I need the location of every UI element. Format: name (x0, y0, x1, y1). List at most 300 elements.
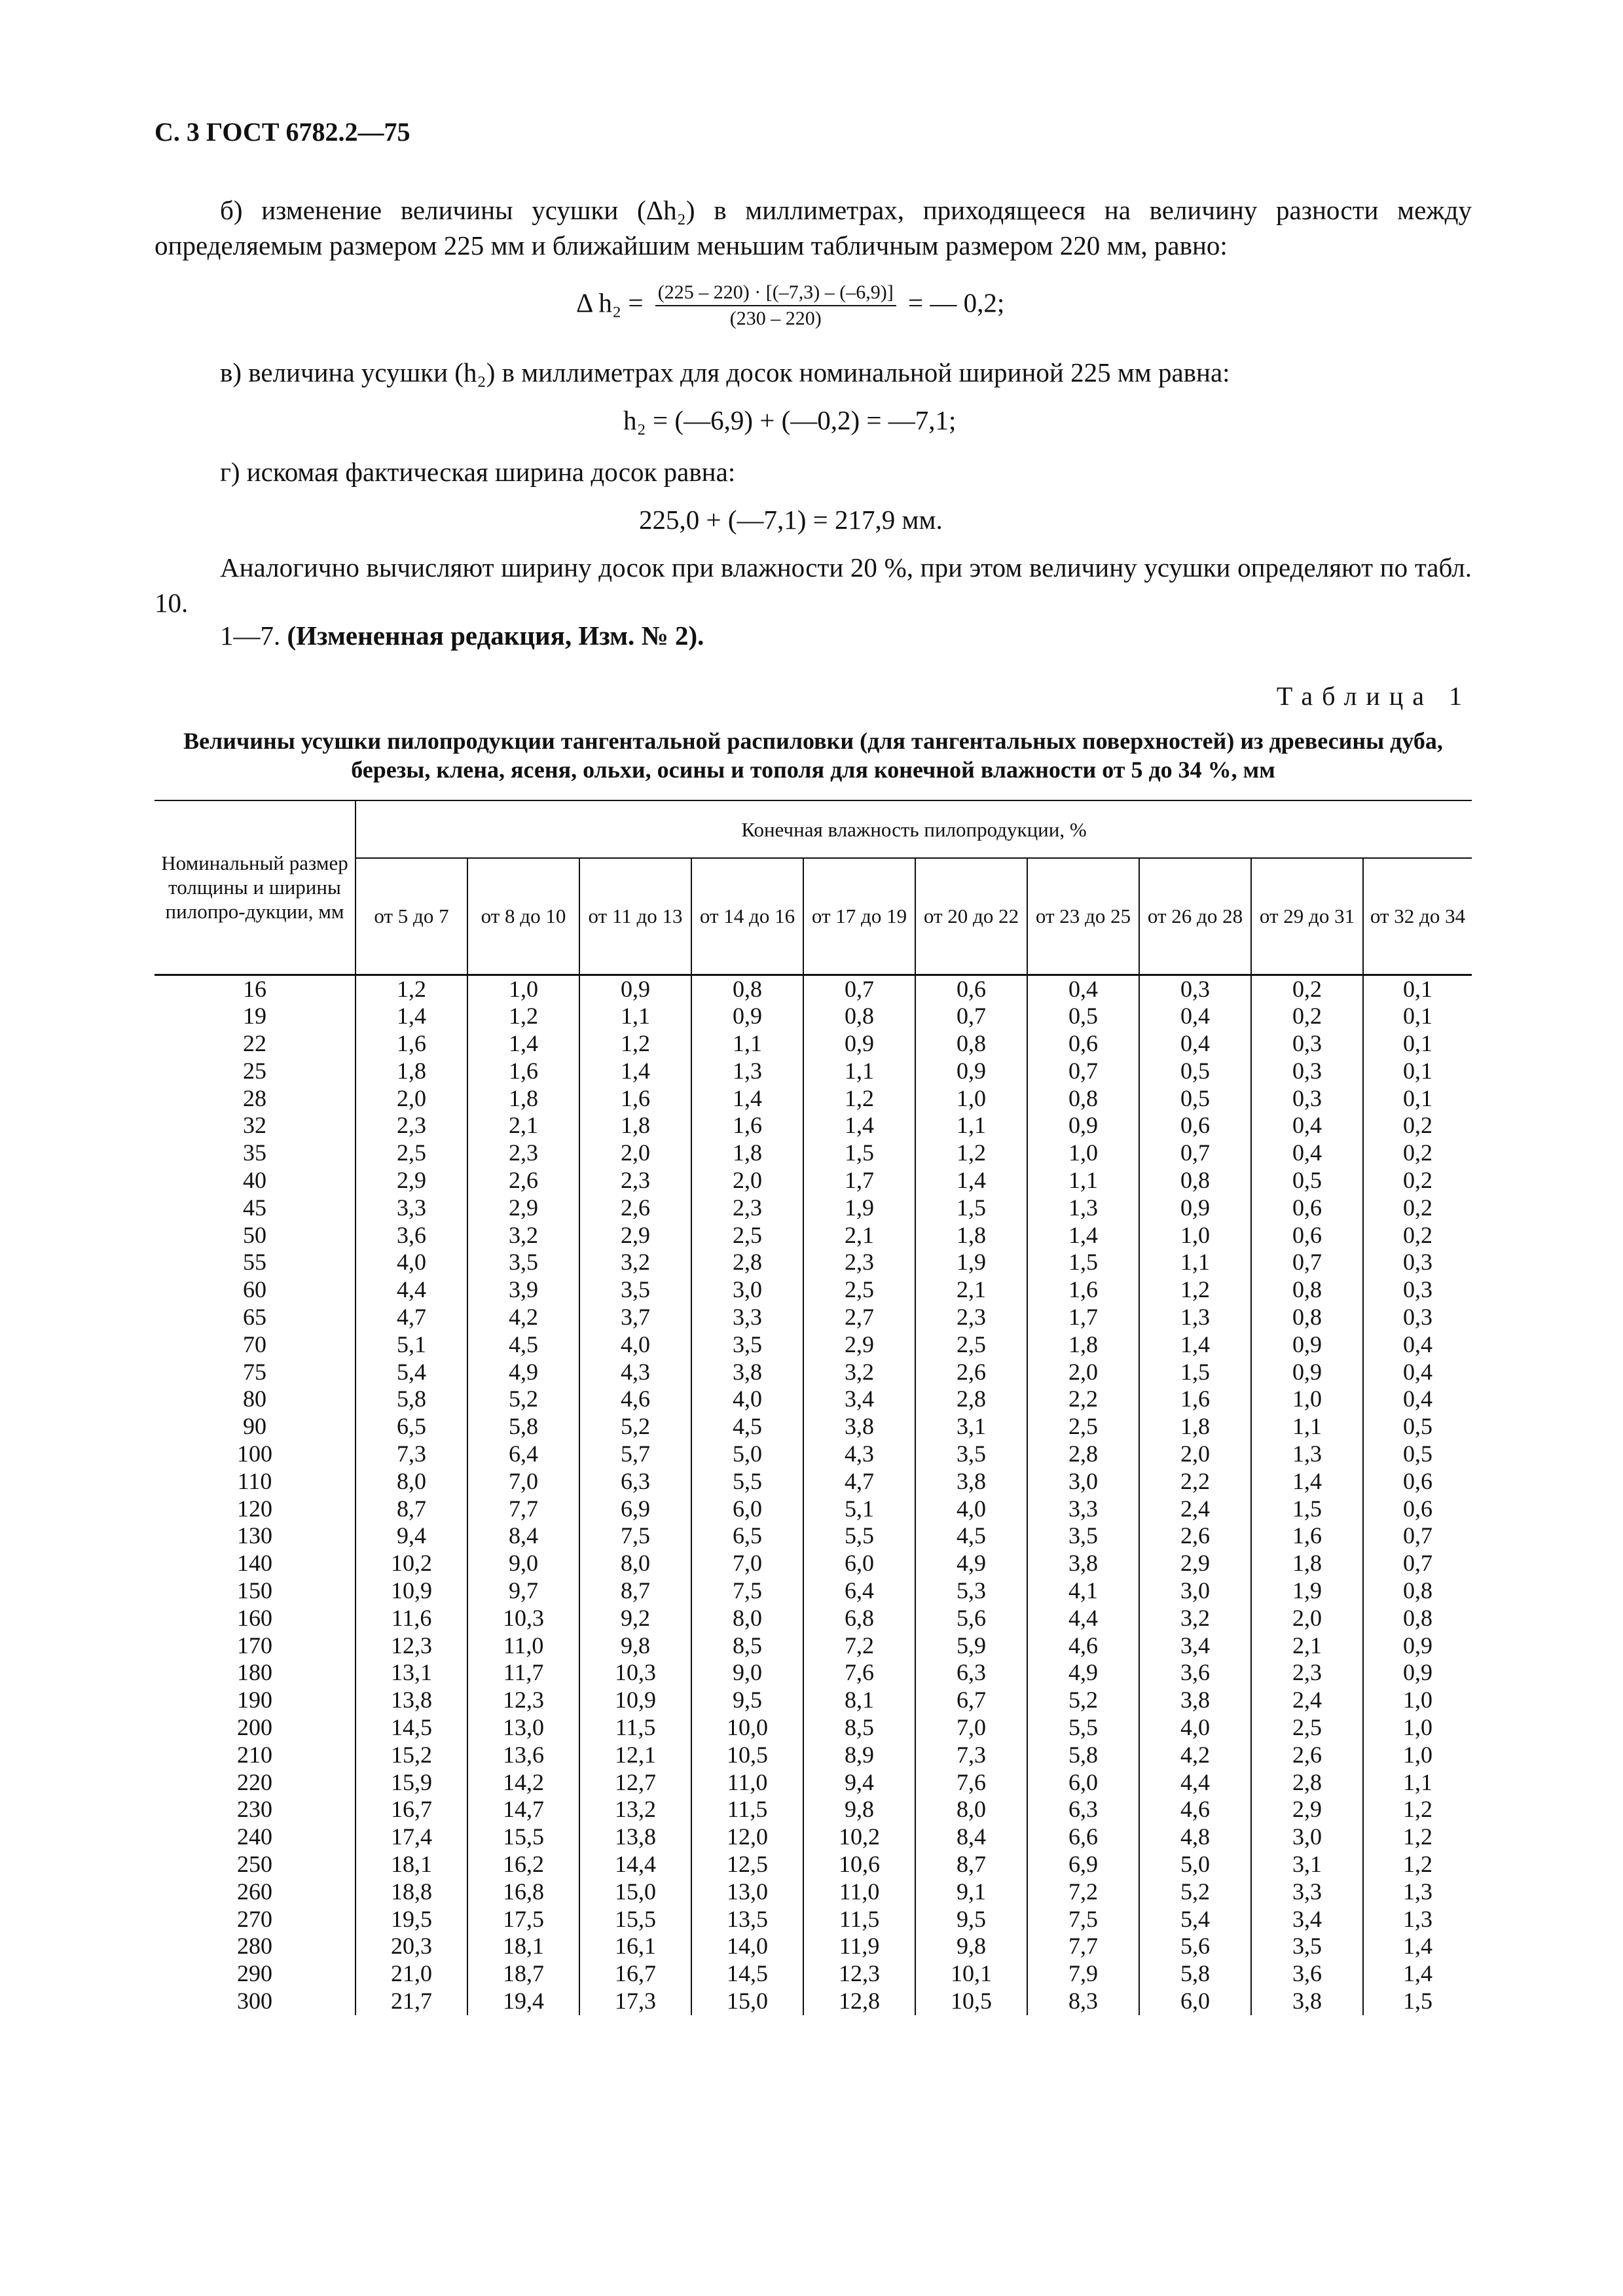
table-cell-value: 1,2 (1363, 1823, 1472, 1851)
table-cell-value: 0,6 (1027, 1030, 1139, 1058)
table-cell-value: 16,1 (579, 1933, 691, 1960)
table-cell-value: 4,1 (1027, 1577, 1139, 1605)
table-cell-value: 0,8 (1251, 1276, 1363, 1304)
table-cell-value: 2,9 (579, 1222, 691, 1249)
table-cell-value: 0,4 (1363, 1386, 1472, 1413)
table-cell-value: 14,4 (579, 1851, 691, 1878)
table-cell-value: 1,5 (915, 1194, 1027, 1222)
table-cell-value: 11,0 (803, 1878, 915, 1906)
table-cell-value: 6,7 (915, 1687, 1027, 1714)
table-cell-size: 19 (243, 1003, 266, 1030)
table-cell-value: 12,3 (803, 1960, 915, 1988)
table-row (155, 1386, 1472, 1413)
table-cell-value: 0,3 (1251, 1030, 1363, 1058)
table-cell-value: 0,8 (1363, 1577, 1472, 1605)
table-column-header: от 8 до 10 (467, 858, 579, 975)
table-cell-value: 3,4 (1251, 1906, 1363, 1933)
table-cell-size: 35 (243, 1139, 266, 1166)
table-cell-size: 80 (243, 1386, 266, 1412)
table-cell-value: 1,2 (803, 1085, 915, 1113)
table-cell-value: 4,0 (356, 1249, 467, 1276)
table-cell-value: 2,8 (1251, 1769, 1363, 1797)
table-cell-value: 10,0 (691, 1714, 803, 1742)
table-cell-value: 1,5 (803, 1139, 915, 1167)
table-cell-value: 7,9 (1027, 1960, 1139, 1988)
table-cell-value: 0,8 (1363, 1605, 1472, 1632)
table-cell-value: 1,8 (1027, 1331, 1139, 1359)
table-cell-value: 4,2 (467, 1304, 579, 1331)
paragraph-g: г) искомая фактическая ширина досок равна: (220, 457, 736, 487)
table-cell-value: 2,3 (915, 1304, 1027, 1331)
table-cell-value: 5,0 (1139, 1851, 1251, 1878)
table-cell-value: 17,3 (579, 1988, 691, 2015)
table-cell-value: 5,2 (579, 1413, 691, 1441)
table-cell-size: 60 (243, 1276, 266, 1303)
table-cell-value: 5,1 (803, 1496, 915, 1523)
table-cell-value: 0,2 (1363, 1139, 1472, 1167)
table-cell-value: 2,3 (467, 1139, 579, 1167)
table-cell-value: 13,0 (691, 1878, 803, 1906)
table-header-moisture: Конечная влажность пилопродукции, % (356, 800, 1472, 858)
table-cell-value: 3,0 (1251, 1823, 1363, 1851)
table-cell-value: 1,2 (1139, 1276, 1251, 1304)
table-row (155, 1112, 1472, 1139)
table-cell-value: 9,1 (915, 1878, 1027, 1906)
table-cell-value: 9,4 (803, 1769, 915, 1797)
table-cell-value: 5,1 (356, 1331, 467, 1359)
table-cell-value: 16,8 (467, 1878, 579, 1906)
table-cell-value: 1,8 (356, 1058, 467, 1085)
table-cell-value: 0,3 (1363, 1249, 1472, 1276)
table-cell-value: 1,3 (1251, 1441, 1363, 1468)
table-cell-value: 1,1 (915, 1112, 1027, 1139)
table-cell-value: 5,7 (579, 1441, 691, 1468)
table-cell-value: 2,3 (1251, 1659, 1363, 1687)
table-column-header: от 5 до 7 (356, 858, 467, 975)
table-cell-value: 1,2 (915, 1139, 1027, 1167)
table-cell-value: 2,3 (356, 1112, 467, 1139)
table-cell-value: 2,7 (803, 1304, 915, 1331)
table-cell-value: 8,1 (803, 1687, 915, 1714)
table-cell-value: 0,4 (1363, 1359, 1472, 1386)
table-cell-value: 11,6 (356, 1605, 467, 1632)
table-cell-value: 3,3 (691, 1304, 803, 1331)
table-row (155, 1413, 1472, 1441)
table-cell-value: 11,9 (803, 1933, 915, 1960)
table-cell-value: 0,5 (1363, 1441, 1472, 1468)
table-cell-value: 11,5 (691, 1796, 803, 1823)
table-cell-size: 180 (237, 1659, 272, 1686)
table-cell-size: 90 (243, 1413, 266, 1440)
table-cell-value: 0,1 (1363, 1030, 1472, 1058)
table-column-header: от 11 до 13 (579, 858, 691, 975)
table-cell-value: 4,6 (1139, 1796, 1251, 1823)
table-cell-value: 10,5 (691, 1742, 803, 1769)
table-row (155, 1659, 1472, 1687)
table-cell-value: 0,4 (1027, 975, 1139, 1003)
table-row (155, 1030, 1472, 1058)
table-row (155, 1139, 1472, 1167)
table-cell-value: 0,6 (915, 975, 1027, 1003)
table-cell-value: 13,2 (579, 1796, 691, 1823)
table-cell-value: 1,2 (1363, 1851, 1472, 1878)
table-cell-value: 3,7 (579, 1304, 691, 1331)
table-cell-value: 8,0 (579, 1550, 691, 1577)
table-cell-size: 32 (243, 1112, 266, 1139)
table-cell-value: 9,8 (803, 1796, 915, 1823)
table-cell-value: 0,7 (1027, 1058, 1139, 1085)
table-cell-value: 2,3 (691, 1194, 803, 1222)
table-cell-value: 1,1 (579, 1003, 691, 1030)
table-cell-value: 0,5 (1027, 1003, 1139, 1030)
table-cell-value: 4,5 (915, 1522, 1027, 1550)
table-cell-value: 2,9 (356, 1167, 467, 1194)
table-cell-value: 11,0 (467, 1632, 579, 1660)
table-cell-value: 9,8 (579, 1632, 691, 1660)
table-row (155, 1769, 1472, 1797)
table-cell-value: 4,5 (691, 1413, 803, 1441)
table-cell-value: 2,5 (915, 1331, 1027, 1359)
table-cell-value: 4,6 (1027, 1632, 1139, 1660)
table-cell-value: 0,8 (1027, 1085, 1139, 1113)
table-cell-value: 0,2 (1251, 975, 1363, 1003)
table-cell-value: 11,5 (579, 1714, 691, 1742)
table-title: Величины усушки пилопродукции тангентальной распиловки (для тангентальных поверхностей) из древесины дуба, березы, клена, ясеня, ольхи, осины и тополя для конечной влажности от 5 до 34 %, мм (183, 728, 1443, 783)
table-cell-value: 0,1 (1363, 1085, 1472, 1113)
table-cell-value: 1,9 (1251, 1577, 1363, 1605)
table-cell-value: 3,6 (1251, 1960, 1363, 1988)
table-cell-value: 3,2 (579, 1249, 691, 1276)
table-cell-value: 12,8 (803, 1988, 915, 2015)
table-cell-value: 0,2 (1363, 1222, 1472, 1249)
table-cell-value: 0,8 (1139, 1167, 1251, 1194)
table-cell-value: 10,2 (803, 1823, 915, 1851)
edit-note (155, 618, 1472, 653)
table-cell-value: 0,9 (1027, 1112, 1139, 1139)
paragraph-b: б) изменение величины усушки (Δh₂) в миллиметрах, приходящееся на величину разности между определяемым размером 225 мм и ближайшим меньшим табличным размером 220 мм, равно: (155, 195, 1472, 260)
table-cell-value: 1,3 (1027, 1194, 1139, 1222)
table-cell-value: 11,0 (691, 1769, 803, 1797)
table-cell-value: 13,1 (356, 1659, 467, 1687)
table-cell-value: 5,4 (1139, 1906, 1251, 1933)
table-cell-size: 120 (237, 1495, 272, 1522)
table-column-header: от 14 до 16 (691, 858, 803, 975)
table-cell-value: 3,4 (1139, 1632, 1251, 1660)
table-cell-value: 3,6 (1139, 1659, 1251, 1687)
table-cell-value: 0,6 (1363, 1496, 1472, 1523)
table-cell-value: 4,5 (467, 1331, 579, 1359)
edit-note-text: (Измененная редакция, Изм. № 2). (287, 620, 704, 651)
table-cell-value: 1,2 (579, 1030, 691, 1058)
table-cell-value: 2,9 (1251, 1796, 1363, 1823)
table-cell-value: 10,1 (915, 1960, 1027, 1988)
table-cell-value: 3,1 (915, 1413, 1027, 1441)
table-cell-value: 2,5 (803, 1276, 915, 1304)
table-cell-value: 8,4 (915, 1823, 1027, 1851)
table-cell-value: 13,6 (467, 1742, 579, 1769)
table-cell-value: 0,4 (1139, 1003, 1251, 1030)
table-cell-value: 0,4 (1251, 1112, 1363, 1139)
table-cell-value: 4,4 (1027, 1605, 1139, 1632)
table-cell-value: 8,9 (803, 1742, 915, 1769)
table-cell-value: 0,7 (1139, 1139, 1251, 1167)
table-cell-value: 8,5 (803, 1714, 915, 1742)
table-cell-value: 1,5 (1027, 1249, 1139, 1276)
table-cell-value: 10,3 (579, 1659, 691, 1687)
table-cell-value: 0,1 (1363, 1058, 1472, 1085)
table-row (155, 1496, 1472, 1523)
table-cell-value: 9,5 (915, 1906, 1027, 1933)
table-cell-value: 3,3 (356, 1194, 467, 1222)
table-cell-value: 10,5 (915, 1988, 1027, 2015)
table-cell-value: 1,7 (803, 1167, 915, 1194)
table-cell-value: 7,5 (579, 1522, 691, 1550)
table-cell-value: 1,1 (1027, 1167, 1139, 1194)
table-cell-value: 1,2 (467, 1003, 579, 1030)
table-row (155, 1304, 1472, 1331)
table-cell-value: 6,9 (1027, 1851, 1139, 1878)
table-cell-value: 4,9 (915, 1550, 1027, 1577)
table-row (155, 1714, 1472, 1742)
table-cell-value: 5,8 (1027, 1742, 1139, 1769)
table-cell-size: 250 (237, 1851, 272, 1877)
table-cell-value: 3,4 (803, 1386, 915, 1413)
table-cell-value: 3,0 (1139, 1577, 1251, 1605)
page-header: С. 3 ГОСТ 6782.2—75 (155, 117, 410, 147)
table-row (155, 1359, 1472, 1386)
table-row (155, 1468, 1472, 1496)
table-cell-value: 12,3 (356, 1632, 467, 1660)
table-cell-value: 0,2 (1363, 1112, 1472, 1139)
table-cell-value: 0,2 (1363, 1167, 1472, 1194)
table-cell-value: 6,8 (803, 1605, 915, 1632)
table-cell-value: 16,7 (356, 1796, 467, 1823)
table-cell-value: 4,2 (1139, 1742, 1251, 1769)
table-cell-value: 0,3 (1363, 1276, 1472, 1304)
table-cell-value: 1,1 (1139, 1249, 1251, 1276)
table-cell-value: 2,3 (803, 1249, 915, 1276)
table-cell-value: 8,7 (915, 1851, 1027, 1878)
table-column-header: от 29 до 31 (1251, 858, 1363, 975)
table-cell-value: 9,5 (691, 1687, 803, 1714)
table-cell-value: 8,0 (356, 1468, 467, 1496)
table-cell-size: 50 (243, 1221, 266, 1248)
table-cell-value: 1,8 (579, 1112, 691, 1139)
table-cell-value: 2,3 (579, 1167, 691, 1194)
table-cell-value: 7,7 (1027, 1933, 1139, 1960)
table-cell-value: 7,7 (467, 1496, 579, 1523)
table-cell-value: 6,3 (1027, 1796, 1139, 1823)
table-cell-value: 11,5 (803, 1906, 915, 1933)
table-cell-size: 45 (243, 1194, 266, 1221)
table-cell-value: 3,8 (803, 1413, 915, 1441)
table-cell-value: 17,5 (467, 1906, 579, 1933)
table-cell-size: 16 (243, 975, 266, 1002)
table-cell-value: 6,3 (579, 1468, 691, 1496)
table-cell-value: 0,7 (1363, 1550, 1472, 1577)
table-cell-value: 3,0 (691, 1276, 803, 1304)
table-row (155, 1522, 1472, 1550)
table-cell-value: 4,3 (579, 1359, 691, 1386)
table-cell-size: 75 (243, 1358, 266, 1385)
table-cell-value: 2,4 (1139, 1496, 1251, 1523)
table-cell-value: 15,5 (467, 1823, 579, 1851)
table-cell-value: 2,6 (1139, 1522, 1251, 1550)
table-cell-value: 7,5 (1027, 1906, 1139, 1933)
table-cell-value: 12,5 (691, 1851, 803, 1878)
table-cell-value: 4,8 (1139, 1823, 1251, 1851)
table-cell-value: 3,5 (915, 1441, 1027, 1468)
table-header-size: Номинальный размер толщины и ширины пилопро-дукции, мм (155, 800, 356, 975)
table-cell-value: 1,5 (1139, 1359, 1251, 1386)
shrinkage-table (155, 800, 1472, 2015)
table-row (155, 1960, 1472, 1988)
table-cell-value: 4,4 (356, 1276, 467, 1304)
table-cell-value: 1,4 (1251, 1468, 1363, 1496)
table-cell-value: 1,1 (691, 1030, 803, 1058)
table-cell-value: 0,6 (1251, 1222, 1363, 1249)
table-cell-value: 0,5 (1251, 1167, 1363, 1194)
table-cell-value: 8,7 (356, 1496, 467, 1523)
table-cell-value: 21,0 (356, 1960, 467, 1988)
table-cell-value: 0,4 (1139, 1030, 1251, 1058)
table-cell-value: 0,1 (1363, 975, 1472, 1003)
table-cell-value: 14,2 (467, 1769, 579, 1797)
table-cell-value: 0,2 (1251, 1003, 1363, 1030)
table-cell-value: 5,0 (691, 1441, 803, 1468)
table-cell-value: 6,6 (1027, 1823, 1139, 1851)
table-cell-value: 3,8 (691, 1359, 803, 1386)
table-cell-value: 4,9 (1027, 1659, 1139, 1687)
table-cell-value: 3,8 (1251, 1988, 1363, 2015)
table-cell-value: 1,4 (1363, 1960, 1472, 1988)
table-row (155, 975, 1472, 1003)
table-cell-value: 9,7 (467, 1577, 579, 1605)
table-cell-value: 16,2 (467, 1851, 579, 1878)
table-cell-value: 3,8 (1027, 1550, 1139, 1577)
table-cell-size: 290 (237, 1960, 272, 1987)
table-cell-value: 10,9 (356, 1577, 467, 1605)
table-cell-size: 40 (243, 1167, 266, 1194)
table-cell-size: 260 (237, 1878, 272, 1905)
table-cell-value: 1,0 (1139, 1222, 1251, 1249)
table-cell-value: 3,5 (1251, 1933, 1363, 1960)
table-cell-value: 1,0 (1363, 1714, 1472, 1742)
table-cell-value: 7,5 (691, 1577, 803, 1605)
table-cell-value: 8,0 (915, 1796, 1027, 1823)
table-cell-value: 3,8 (1139, 1687, 1251, 1714)
table-cell-value: 5,2 (467, 1386, 579, 1413)
table-row (155, 1906, 1472, 1933)
table-cell-value: 10,9 (579, 1687, 691, 1714)
table-cell-value: 0,8 (1251, 1304, 1363, 1331)
table-cell-value: 5,4 (356, 1359, 467, 1386)
table-cell-value: 4,4 (1139, 1769, 1251, 1797)
table-cell-value: 0,9 (579, 975, 691, 1003)
table-cell-value: 7,3 (915, 1742, 1027, 1769)
table-cell-value: 3,5 (691, 1331, 803, 1359)
table-cell-value: 4,0 (915, 1496, 1027, 1523)
table-cell-value: 10,3 (467, 1605, 579, 1632)
table-cell-value: 2,8 (1027, 1441, 1139, 1468)
table-cell-value: 3,2 (467, 1222, 579, 1249)
table-cell-value: 0,4 (1251, 1139, 1363, 1167)
table-cell-value: 1,6 (356, 1030, 467, 1058)
table-cell-value: 15,9 (356, 1769, 467, 1797)
table-column-header: от 17 до 19 (803, 858, 915, 975)
table-row (155, 1331, 1472, 1359)
table-cell-value: 5,9 (915, 1632, 1027, 1660)
table-cell-value: 21,7 (356, 1988, 467, 2015)
table-cell-value: 2,0 (1139, 1441, 1251, 1468)
table-cell-value: 9,0 (467, 1550, 579, 1577)
table-cell-value: 7,6 (915, 1769, 1027, 1797)
table-cell-value: 5,5 (803, 1522, 915, 1550)
table-cell-value: 14,7 (467, 1796, 579, 1823)
table-cell-value: 7,3 (356, 1441, 467, 1468)
table-cell-value: 5,5 (691, 1468, 803, 1496)
table-cell-value: 5,6 (915, 1605, 1027, 1632)
table-cell-value: 7,0 (691, 1550, 803, 1577)
table-cell-value: 20,3 (356, 1933, 467, 1960)
table-cell-value: 2,0 (1251, 1605, 1363, 1632)
table-cell-value: 0,9 (803, 1030, 915, 1058)
table-cell-size: 230 (237, 1796, 272, 1823)
table-cell-value: 1,0 (1363, 1687, 1472, 1714)
table-cell-value: 13,5 (691, 1906, 803, 1933)
table-cell-value: 2,5 (691, 1222, 803, 1249)
table-cell-size: 65 (243, 1304, 266, 1331)
table-cell-value: 2,5 (1251, 1714, 1363, 1742)
table-cell-value: 6,5 (691, 1522, 803, 1550)
table-cell-value: 1,6 (1139, 1386, 1251, 1413)
table-cell-value: 3,1 (1251, 1851, 1363, 1878)
table-cell-value: 1,6 (579, 1085, 691, 1113)
table-cell-value: 16,7 (579, 1960, 691, 1988)
table-cell-size: 190 (237, 1687, 272, 1713)
table-column-header: от 23 до 25 (1027, 858, 1139, 975)
table-cell-value: 19,5 (356, 1906, 467, 1933)
table-cell-value: 10,2 (356, 1550, 467, 1577)
table-column-header: от 32 до 34 (1363, 858, 1472, 975)
table-cell-value: 5,2 (1139, 1878, 1251, 1906)
table-cell-value: 15,0 (691, 1988, 803, 2015)
table-cell-value: 18,7 (467, 1960, 579, 1988)
table-cell-value: 1,5 (1363, 1988, 1472, 2015)
table-row (155, 1276, 1472, 1304)
table-cell-value: 0,5 (1139, 1058, 1251, 1085)
table-cell-value: 0,7 (1251, 1249, 1363, 1276)
table-cell-size: 150 (237, 1577, 272, 1604)
table-cell-value: 3,0 (1027, 1468, 1139, 1496)
table-cell-value: 10,6 (803, 1851, 915, 1878)
table-row (155, 1085, 1472, 1113)
table-cell-value: 7,6 (803, 1659, 915, 1687)
table-row (155, 1823, 1472, 1851)
table-cell-value: 7,2 (1027, 1878, 1139, 1906)
paragraph-v: в) величина усушки (h₂) в миллиметрах для досок номинальной шириной 225 мм равна: (220, 357, 1230, 387)
table-cell-value: 1,8 (691, 1139, 803, 1167)
table-cell-value: 0,8 (915, 1030, 1027, 1058)
table-cell-value: 4,7 (356, 1304, 467, 1331)
table-cell-value: 2,1 (1251, 1632, 1363, 1660)
table-cell-value: 7,0 (467, 1468, 579, 1496)
table-row (155, 1742, 1472, 1769)
table-cell-value: 7,2 (803, 1632, 915, 1660)
table-cell-size: 210 (237, 1741, 272, 1768)
table-cell-value: 14,5 (691, 1960, 803, 1988)
table-cell-value: 1,4 (1363, 1933, 1472, 1960)
